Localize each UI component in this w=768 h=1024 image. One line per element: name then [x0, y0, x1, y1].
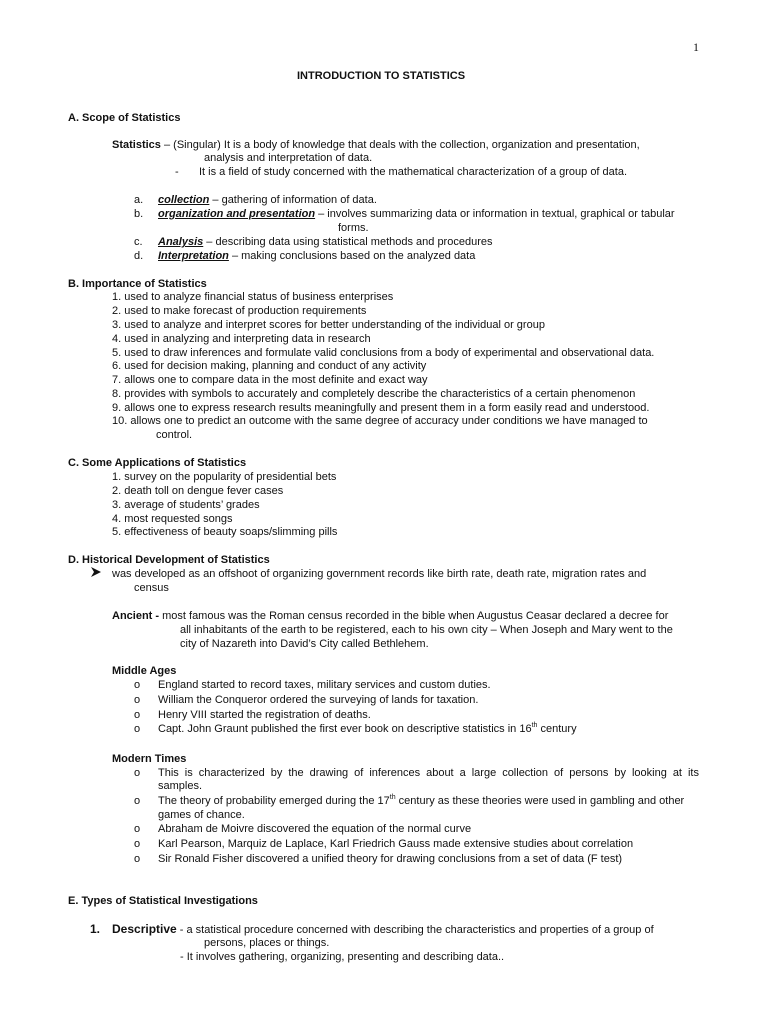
list-item-cont: samples.	[158, 780, 203, 792]
bullet-icon: o	[134, 709, 141, 721]
descriptive-cont: persons, places or things.	[204, 937, 330, 949]
section-c-heading: C. Some Applications of Statistics	[68, 457, 247, 469]
scope-item-letter: a.	[134, 194, 144, 206]
list-item: This is characterized by the drawing of inferences about a large collection of persons by looking at its	[158, 767, 699, 779]
type-number: 1.	[90, 922, 101, 936]
scope-item-letter: d.	[134, 250, 144, 262]
list-item: Karl Pearson, Marquiz de Laplace, Karl Friedrich Gauss made extensive studies about correlation	[158, 838, 634, 850]
ancient-line: Ancient - most famous was the Roman census recorded in the bible when Augustus Ceasar declared a decree for	[112, 610, 669, 622]
middle-ages-heading: Middle Ages	[112, 665, 177, 677]
statistics-definition-line1	[112, 138, 640, 152]
scope-item-b: organization and presentation – involves summarizing data or information in textual, graphical or tabular	[158, 208, 675, 220]
list-item: 10. allows one to predict an outcome with the same degree of accuracy under conditions we have managed to	[112, 415, 648, 427]
list-item: 7. allows one to compare data in the most definite and exact way	[112, 374, 428, 386]
statistics-def1: – (Singular) It is a body of knowledge that deals with the collection, organization and presentation,	[160, 139, 640, 151]
scope-item-c: Analysis – describing data using statistical methods and procedures	[158, 236, 493, 248]
bullet-icon: o	[134, 767, 141, 779]
list-item: 5. effectiveness of beauty soaps/slimming pills	[112, 526, 338, 538]
statistics-term: Statistics	[112, 139, 161, 151]
section-e-heading: E. Types of Statistical Investigations	[68, 895, 258, 907]
bullet-icon: o	[134, 679, 141, 691]
bullet-icon: o	[134, 853, 141, 865]
bullet-icon: o	[134, 723, 141, 735]
descriptive-line: Descriptive - a statistical procedure concerned with describing the characteristics and properties of a group of	[112, 922, 654, 936]
bullet-icon: o	[134, 838, 141, 850]
scope-item-a: collection – gathering of information of data.	[158, 194, 377, 206]
scope-item-d: Interpretation – making conclusions based on the analyzed data	[158, 250, 476, 262]
list-item: 9. allows one to express research results meaningfully and present them in a form easily read and understood.	[112, 402, 650, 414]
statistics-def1-cont: analysis and interpretation of data.	[204, 152, 373, 164]
list-item: The theory of probability emerged during the 17th century as these theories were used in gambling and other	[158, 794, 685, 807]
list-item: 4. used in analyzing and interpreting data in research	[112, 333, 371, 345]
descriptive-line2: - It involves gathering, organizing, presenting and describing data..	[180, 951, 505, 963]
list-item: 2. used to make forecast of production requirements	[112, 305, 367, 317]
scope-item-letter: c.	[134, 236, 143, 248]
bullet-icon: o	[134, 795, 141, 807]
bullet-icon: o	[134, 694, 141, 706]
list-item: 4. most requested songs	[112, 513, 233, 525]
ancient-cont-2: city of Nazareth into David’s City called Bethlehem.	[180, 638, 429, 650]
list-item-cont: control.	[156, 429, 193, 441]
ancient-cont-1: all inhabitants of the earth to be registered, each to his own city – When Joseph and Mary went to the	[180, 624, 673, 636]
scope-item-b-cont: forms.	[338, 222, 369, 234]
arrow-bullet-icon	[90, 566, 102, 582]
statistics-dash: -	[175, 166, 179, 178]
list-item: 6. used for decision making, planning and conduct of any activity	[112, 360, 427, 372]
list-item: 5. used to draw inferences and formulate valid conclusions from a body of experimental and observational data.	[112, 347, 655, 359]
list-item: 3. average of students’ grades	[112, 499, 260, 511]
page-title: INTRODUCTION TO STATISTICS	[297, 70, 466, 82]
list-item-cont: games of chance.	[158, 809, 245, 821]
statistics-def2: It is a field of study concerned with the mathematical characterization of a group of data.	[199, 166, 628, 178]
list-item: 1. used to analyze financial status of business enterprises	[112, 291, 394, 303]
list-item: Henry VIII started the registration of deaths.	[158, 709, 371, 721]
section-d-heading: D. Historical Development of Statistics	[68, 554, 270, 566]
section-a-heading: A. Scope of Statistics	[68, 112, 181, 124]
list-item: Capt. John Graunt published the first ever book on descriptive statistics in 16th century	[158, 722, 577, 735]
section-b-heading: B. Importance of Statistics	[68, 278, 207, 290]
list-item: William the Conqueror ordered the surveying of lands for taxation.	[158, 694, 479, 706]
scope-item-letter: b.	[134, 208, 144, 220]
list-item: Sir Ronald Fisher discovered a unified theory for drawing conclusions from a set of data (F test)	[158, 853, 623, 865]
history-intro-cont: census	[134, 582, 169, 594]
list-item: 8. provides with symbols to accurately and completely describe the characteristics of a certain phenomenon	[112, 388, 636, 400]
list-item: 3. used to analyze and interpret scores for better understanding of the individual or group	[112, 319, 545, 331]
page-number: 1	[693, 40, 699, 54]
list-item: 1. survey on the popularity of presidential bets	[112, 471, 337, 483]
list-item: 2. death toll on dengue fever cases	[112, 485, 284, 497]
modern-times-heading: Modern Times	[112, 753, 187, 765]
list-item: England started to record taxes, military services and custom duties.	[158, 679, 491, 691]
bullet-icon: o	[134, 823, 141, 835]
history-intro: was developed as an offshoot of organizing government records like birth rate, death rate, migration rates and	[112, 568, 647, 580]
list-item: Abraham de Moivre discovered the equation of the normal curve	[158, 823, 472, 835]
